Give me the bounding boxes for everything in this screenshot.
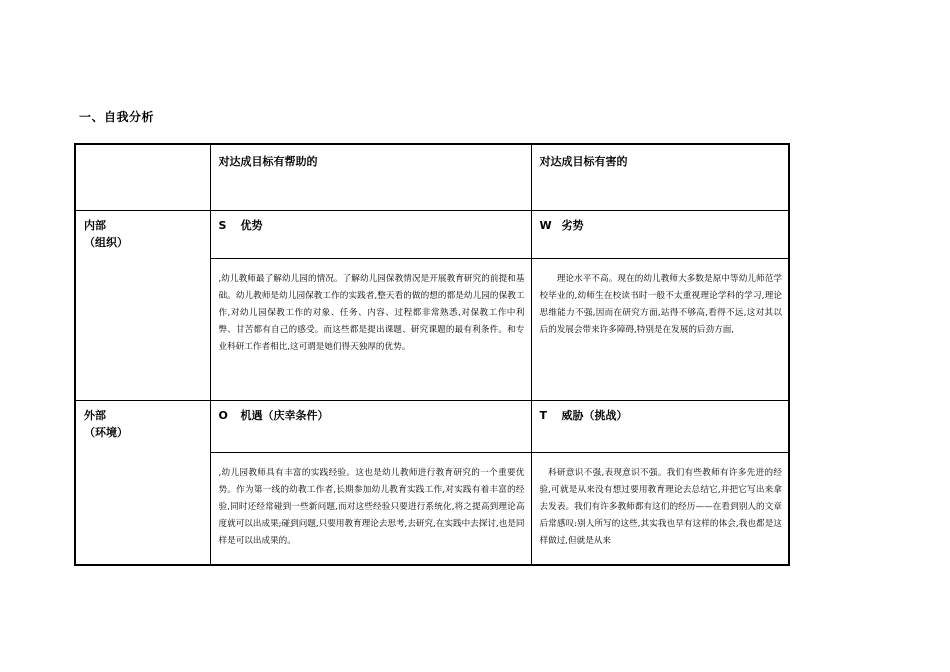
threats-text: 科研意识不强,表现意识不强。我们有些教师有许多先进的经验,可就是从来没有想过要用教育理论去总结它,并把它写出来拿去发表。我们有许多教师都有这们的经历——在看到别人的文章后常感叹:别人所写的这些,其实我也早有这样的体会,我也都是这样做过,但就是从来: [539, 467, 782, 547]
threats-title-cell: [531, 400, 789, 452]
opportunities-title: 机遇（庆幸条件）: [240, 408, 329, 422]
row-label-internal-line1: 内部: [84, 218, 106, 232]
weaknesses-letter: W: [539, 218, 552, 232]
threats-title: 威胁（挑战）: [561, 408, 628, 422]
external-title-row: [75, 400, 789, 452]
row-label-external-line2: （环境）: [84, 425, 128, 439]
row-label-internal: [75, 210, 210, 400]
opportunities-title-cell: [210, 400, 531, 452]
threats-letter: T: [539, 408, 548, 422]
weaknesses-text: 理论水平不高。现在的幼儿教师大多数是原中等幼儿师范学校毕业的,幼师生在校读书时一般不太重视理论学科的学习,理论思维能力不强,因而在研究方面,站得不够高,看得不远,这对其以后的发展会带来许多障碍,特别是在发展的后劲方面,: [539, 273, 782, 336]
row-label-external-line1: 外部: [84, 408, 106, 422]
opportunities-text: ,幼儿园教师具有丰富的实践经验。这也是幼儿教师进行教育研究的一个重要优势。作为第一线的幼教工作者,长期参加幼儿教育实践工作,对实践有着丰富的经验,同时还经常碰到一些新问题,而对这些经验只要进行系统化,将之提高到理论高度就可以出成果;碰到问题,只要用教育理论去思考,去研究,在实践中去探讨,也是同样是可以出成果的。: [218, 467, 525, 547]
swot-table: [74, 143, 790, 566]
weaknesses-title: 劣势: [561, 218, 584, 232]
weaknesses-body: [531, 258, 789, 400]
threats-body: [531, 452, 789, 565]
row-label-internal-line2: （组织）: [84, 235, 128, 249]
row-label-external: [75, 400, 210, 565]
section-heading: 一、自我分析: [79, 110, 155, 124]
column-helpful: 对达成目标有帮助的: [210, 144, 531, 210]
strengths-title-cell: [210, 210, 531, 258]
strengths-text: ,幼儿教师最了解幼儿园的情况。了解幼儿园保教情况是开展教育研究的前提和基础。幼儿教师是幼儿园保教工作的实践者,整天看的做的想的都是幼儿园的保教工作,对幼儿园保教工作的对象、任务、内容、过程都非常熟悉,对保教工作中利弊、甘苦都有自己的感受。而这些都是提出课题、研究课题的最有利条件。和专业科研工作者相比,这可谓是她们得天独厚的优势。: [218, 273, 525, 353]
corner-cell: [75, 144, 210, 210]
internal-title-row: [75, 210, 789, 258]
weaknesses-title-cell: [531, 210, 789, 258]
strengths-title: 优势: [240, 218, 263, 232]
opportunities-letter: O: [218, 408, 228, 422]
strengths-letter: S: [218, 218, 227, 232]
opportunities-body: [210, 452, 531, 565]
strengths-body: [210, 258, 531, 400]
column-harmful: 对达成目标有害的: [531, 144, 789, 210]
table-header-row: [75, 144, 789, 210]
